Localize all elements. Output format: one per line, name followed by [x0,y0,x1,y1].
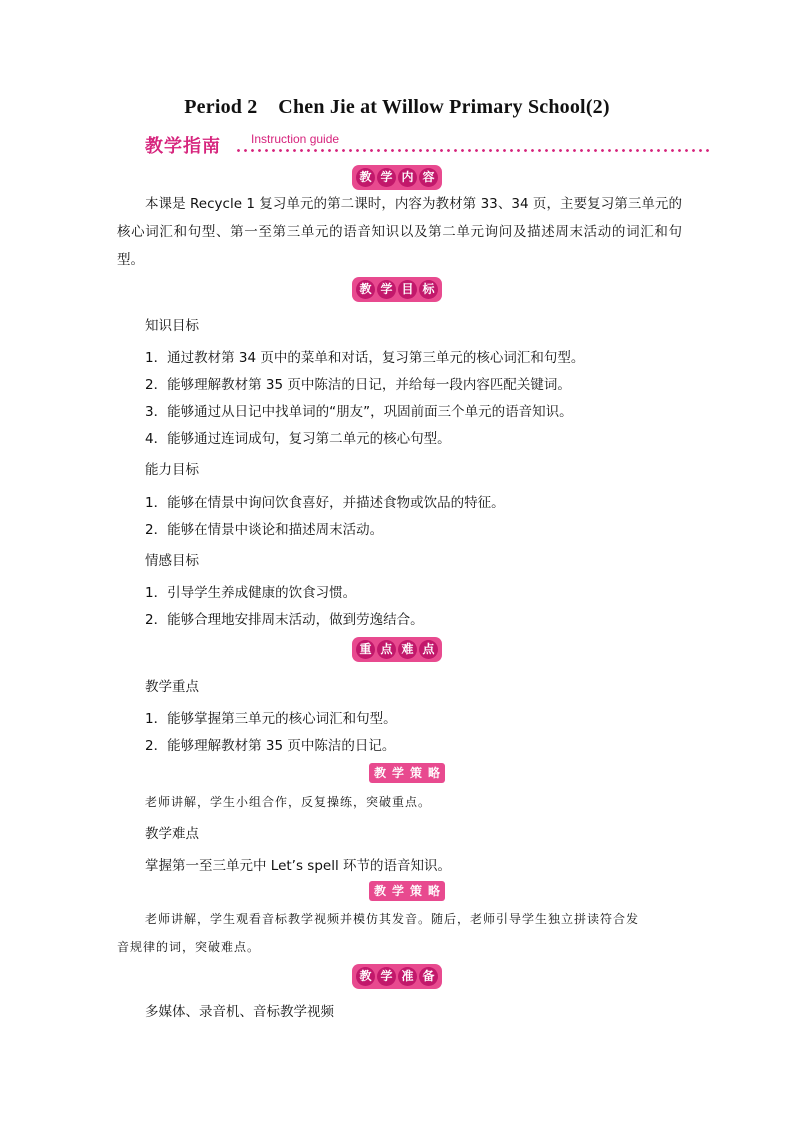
focus-heading: 教学重点 [145,679,199,695]
badge-char: 策 [410,766,423,780]
knowledge-item: 4．能够通过连词成句，复习第二单元的核心句型。 [145,431,451,447]
focus-strategy: 老师讲解，学生小组合作，反复操练，突破重点。 [145,795,432,809]
badge-char: 策 [410,884,423,898]
lesson-title: Period 2 Chen Jie at Willow Primary School(2) [184,96,610,118]
badge-char: 学 [377,967,396,986]
badge-key-points [0,637,794,662]
difficulty-strategy-line: 老师讲解，学生观看音标教学视频并模仿其发音。随后，老师引导学生独立拼读符合发 [145,912,640,926]
emotion-item: 1．引导学生养成健康的饮食习惯。 [145,585,357,601]
badge-char: 点 [377,640,396,659]
badge-char: 难 [398,640,417,659]
ability-heading: 能力目标 [145,462,199,478]
badge-char: 教 [356,168,375,187]
badge-char: 略 [428,766,441,780]
badge-char: 学 [392,884,405,898]
knowledge-item: 2．能够理解教材第 35 页中陈洁的日记，并给每一段内容匹配关键词。 [145,377,571,393]
knowledge-item: 3．能够通过从日记中找单词的“朋友”，巩固前面三个单元的语音知识。 [145,404,573,420]
badge-strategy [369,880,445,901]
badge-char: 容 [419,168,438,187]
badge-char: 内 [398,168,417,187]
badge-char: 准 [398,967,417,986]
badge-char: 教 [374,884,387,898]
focus-item: 2．能够理解教材第 35 页中陈洁的日记。 [145,738,396,754]
badge-char: 教 [356,967,375,986]
ability-item: 2．能够在情景中谈论和描述周末活动。 [145,522,384,538]
badge-char: 备 [419,967,438,986]
focus-item: 1．能够掌握第三单元的核心词汇和句型。 [145,711,397,727]
difficulty-strategy-line: 音规律的词，突破难点。 [117,940,261,954]
badge-char: 略 [428,884,441,898]
badge-char: 学 [377,168,396,187]
emotion-heading: 情感目标 [145,553,199,569]
badge-teaching-prep [0,964,794,989]
badge-char: 重 [356,640,375,659]
prep-text: 多媒体、录音机、音标教学视频 [145,1004,334,1020]
badge-char: 学 [392,766,405,780]
content-paragraph: 本课是 Recycle 1 复习单元的第二课时，内容为教材第 33、34 页，主要复习第三单元的核心词汇和句型、第一至第三单元的语音知识以及第二单元询问及描述周末活动的词汇和句型。 [117,196,682,268]
badge-teaching-content [0,165,794,190]
badge-char: 目 [398,280,417,299]
knowledge-heading: 知识目标 [145,318,199,334]
instruction-guide-header [145,132,710,156]
emotion-item: 2．能够合理地安排周末活动，做到劳逸结合。 [145,612,424,628]
badge-char: 教 [374,766,387,780]
badge-teaching-goals [0,277,794,302]
difficulty-text: 掌握第一至三单元中 Let’s spell 环节的语音知识。 [145,858,451,874]
badge-char: 教 [356,280,375,299]
guide-title-cn: 教学指南 [145,136,221,157]
difficulty-heading: 教学难点 [145,826,199,842]
knowledge-item: 1．通过教材第 34 页中的菜单和对话，复习第三单元的核心词汇和句型。 [145,350,585,366]
ability-item: 1．能够在情景中询问饮食喜好，并描述食物或饮品的特征。 [145,495,505,511]
guide-title-en: Instruction guide [251,132,340,146]
badge-char: 学 [377,280,396,299]
badge-strategy [369,762,445,783]
badge-char: 标 [419,280,438,299]
dotted-rule [235,149,710,152]
badge-char: 点 [419,640,438,659]
